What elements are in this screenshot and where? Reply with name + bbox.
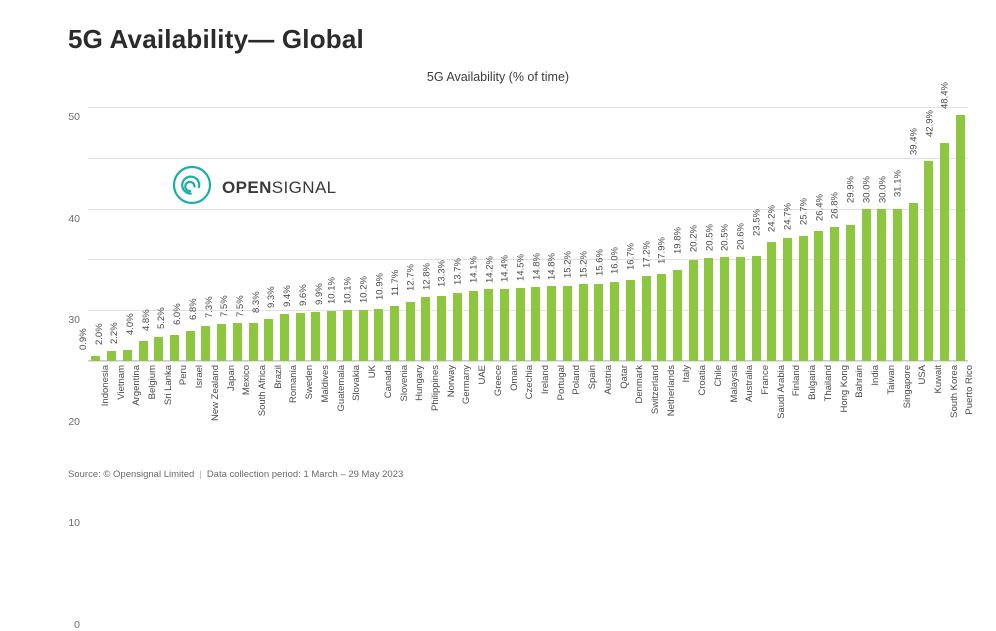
bar[interactable] [626,280,635,361]
bar-column[interactable] [814,97,843,361]
bar-value-label: 9.6% [298,284,310,307]
x-axis-tick-label: Oman [508,365,520,391]
x-axis-tick-label: Australia [744,365,756,402]
bar-value-label: 14.4% [499,254,511,282]
y-axis-tick-label: 50 [68,111,80,124]
x-axis-label-slot [937,365,960,475]
x-axis-tick-label: Belgium [147,365,159,400]
x-axis-tick-label: Hong Kong [838,365,850,413]
x-axis-tick-label: Maldives [319,365,331,403]
x-axis-tick-label: Singapore [901,365,913,409]
bar-value-label: 14.8% [531,252,543,280]
bar-column[interactable] [845,97,874,361]
bar[interactable] [484,289,493,361]
bar-column[interactable] [342,97,371,361]
x-axis-tick-label: UK [367,365,379,379]
bar[interactable] [704,258,713,361]
bar[interactable] [563,286,572,361]
x-axis-tick-label: Austria [602,365,614,395]
x-axis-tick-label: Canada [382,365,394,399]
x-axis-label-slot [670,365,693,475]
x-axis-tick-label: USA [917,365,929,385]
bar[interactable] [814,231,823,361]
bar-column[interactable] [374,97,403,361]
bar-value-label: 14.2% [484,255,496,283]
x-axis-label-slot [858,365,882,475]
bar[interactable] [862,209,871,361]
bar-column[interactable] [436,97,466,361]
bar[interactable] [249,323,258,361]
bar[interactable] [296,313,305,361]
x-axis-labels [88,365,976,475]
bar-series [78,82,968,361]
x-axis-label-slot [591,365,614,475]
x-axis-label-slot [88,365,111,475]
x-axis-label-slot [827,365,850,475]
bar-column[interactable] [829,97,859,361]
bar[interactable] [767,242,776,361]
bar[interactable] [547,286,556,361]
bar-value-label: 8.3% [250,291,262,313]
x-axis-tick-label: Philippines [429,365,441,411]
bar-column[interactable] [282,97,308,361]
x-axis-tick-label: Japan [225,365,237,391]
x-axis-label-slot [229,365,253,475]
x-axis-label-slot [198,365,221,475]
bar-column[interactable] [798,97,827,361]
x-axis-tick-label: Switzerland [650,365,662,415]
bar[interactable] [154,337,163,361]
bar[interactable] [406,302,415,361]
bar-value-label: 15.2% [578,250,590,278]
bar-value-label: 16.0% [609,246,621,274]
x-axis-tick-label: Peru [178,365,190,386]
x-axis-label-slot [402,365,426,475]
bar[interactable] [531,287,540,361]
bar-value-label: 9.9% [313,283,325,305]
bar-value-label: 29.9% [845,176,857,204]
x-axis-tick-label: Slovakia [351,365,363,401]
x-axis-tick-label: Ireland [539,365,551,395]
bar-column[interactable] [203,97,230,361]
y-axis-tick-label: 40 [68,212,80,225]
bar-value-label: 6.8% [188,298,200,321]
bar-column[interactable] [578,97,607,361]
bar-value-label: 10.1% [326,276,338,304]
footer-period: Data collection period: 1 March – 29 May 2023 [206,469,404,480]
bar[interactable] [139,341,148,361]
bar-value-label: 6.0% [172,302,184,325]
bar-value-label: 7.5% [219,295,231,317]
bar-value-label: 15.6% [594,248,606,276]
x-axis-label-slot [764,365,787,475]
bar-column[interactable] [250,97,277,361]
x-axis-label-slot [465,365,489,475]
x-axis-tick-label: UAE [477,365,489,385]
bar-column[interactable] [924,97,953,361]
bar[interactable] [437,296,446,361]
bar-value-label: 9.3% [266,286,278,308]
x-axis-label-slot [481,365,504,475]
bar-value-label: 13.7% [452,258,464,286]
bar[interactable] [107,351,116,361]
bar-value-label: 7.5% [235,295,247,317]
bar[interactable] [359,310,368,361]
x-axis-tick-label: Denmark [634,365,646,404]
bar-column[interactable] [562,97,591,361]
x-axis-tick-label: Czechia [524,365,536,400]
x-axis-tick-label: Bulgaria [807,365,819,400]
x-axis-tick-label: Mexico [241,365,253,396]
x-axis-label-slot [575,365,599,475]
footer [68,469,403,480]
x-axis-tick-label: Spain [587,365,599,390]
bar-column[interactable] [877,97,906,361]
x-axis-tick-label: Slovenia [398,365,410,402]
x-axis-label-slot [638,365,662,475]
bar[interactable] [924,161,933,361]
x-axis-tick-label: Germany [461,365,473,405]
bar-column[interactable] [172,97,198,361]
x-axis-tick-label: Saudi Arabia [775,365,787,419]
bar-value-label: 2.2% [109,322,121,344]
bar-value-label: 31.1% [892,170,904,198]
bar[interactable] [799,236,808,361]
x-axis-label-slot [355,365,379,475]
bar[interactable] [469,291,478,361]
x-axis-label-slot [811,365,834,475]
bar-value-label: 4.0% [125,313,137,335]
bar-value-label: 20.2% [688,225,700,253]
bar-column[interactable] [326,97,356,361]
x-axis-tick-label: Poland [571,365,583,395]
bar-value-label: 30.0% [861,175,873,203]
bar-value-label: 11.7% [390,269,402,296]
x-axis-tick-label: Netherlands [665,365,677,417]
bar[interactable] [217,324,226,361]
x-axis-label-slot [953,365,976,475]
opensignal-wordmark [222,178,337,198]
x-axis-tick-label: New Zealand [209,365,221,421]
bar-column[interactable] [609,97,638,361]
bar-column[interactable] [452,97,481,361]
x-axis-tick-label: Italy [681,365,693,383]
bar-value-label: 26.4% [814,194,826,221]
bar-column[interactable] [421,97,450,361]
x-axis-tick-label: Sweden [304,365,316,400]
bar-column[interactable] [313,97,340,361]
bar-column[interactable] [861,97,890,361]
x-axis-label-slot [905,365,929,475]
x-axis-label-slot [214,365,237,475]
bar[interactable] [201,326,210,361]
bar-column[interactable] [499,97,528,361]
x-axis-label-slot [167,365,190,475]
footer-separator: | [199,469,202,480]
x-axis-tick-label: Qatar [618,365,630,389]
bar-value-label: 24.2% [767,205,779,233]
bar[interactable] [610,282,619,361]
bar[interactable] [657,274,666,361]
bar-value-label: 10.2% [358,276,370,304]
bar-value-label: 16.7% [625,243,637,271]
chart-subtitle: 5G Availability (% of time) [426,70,570,84]
x-axis-label-slot [843,365,866,475]
bar-column[interactable] [219,97,245,361]
bar-column[interactable] [515,97,544,361]
x-axis-tick-label: Romania [288,365,300,404]
x-axis-tick-label: Puerto Rico [964,365,976,415]
x-axis-label-slot [874,365,897,475]
bar[interactable] [170,335,179,361]
x-axis-tick-label: Indonesia [99,365,111,407]
y-axis-tick-label: 0 [74,619,80,631]
x-axis-tick-label: South Africa [257,365,269,417]
bar[interactable] [877,209,886,361]
x-axis-label-slot [921,365,944,475]
bar-column[interactable] [546,97,576,361]
x-axis-tick-label: Hungary [414,365,426,401]
x-axis-tick-label: Finland [791,365,803,397]
bar[interactable] [123,350,132,361]
x-axis-label-slot [418,365,441,475]
opensignal-spiral-icon [172,165,212,210]
x-axis-label-slot [780,365,803,475]
footer-source: Source: © Opensignal Limited [68,469,195,480]
x-axis-label-slot [654,365,677,475]
bar[interactable] [783,238,792,361]
x-axis-label-slot [701,365,724,475]
x-axis-label-slot [151,365,174,475]
bar-value-label: 30.0% [877,175,889,203]
x-axis-label-slot [748,365,772,475]
bar-value-label: 20.6% [735,223,747,251]
bar[interactable] [186,331,195,361]
x-axis-tick-label: Taiwan [885,365,897,395]
x-axis-label-slot [434,365,457,475]
x-axis-tick-label: Croatia [697,365,709,396]
bar[interactable] [893,209,902,361]
x-axis-label-slot [528,365,551,475]
x-axis-tick-label: France [760,365,772,395]
x-axis-tick-label: Greece [492,365,504,397]
x-axis-tick-label: Malaysia [728,365,740,403]
bar[interactable] [673,270,682,361]
bar[interactable] [453,293,462,361]
bar-column[interactable] [298,97,324,361]
x-axis-tick-label: Guatemala [335,365,347,412]
x-axis-label-slot [371,365,394,475]
x-axis-label-slot [387,365,410,475]
bar-value-label: 12.8% [421,263,433,291]
x-axis-tick-label: South Korea [948,365,960,418]
bar[interactable] [909,203,918,361]
x-axis-label-slot [560,365,583,475]
bar-value-label: 7.3% [203,296,215,318]
x-axis-label-slot [685,365,709,475]
x-axis-label-slot [450,365,473,475]
x-axis-label-slot [890,365,913,475]
bar[interactable] [91,356,100,361]
bar[interactable] [956,115,965,361]
bar-value-label: 39.4% [908,128,920,155]
x-axis-label-slot [277,365,300,475]
x-axis-label-slot [340,365,363,475]
bar-value-label: 25.7% [798,197,810,225]
bar-column[interactable] [390,97,418,361]
x-axis-label-slot [795,365,819,475]
bar[interactable] [752,256,761,361]
x-axis-tick-label: Sri Lanka [162,365,174,406]
bar[interactable] [579,284,588,361]
x-axis-tick-label: Argentina [131,365,143,406]
x-axis-tick-label: Bahrain [854,365,866,398]
x-axis-tick-label: Thailand [822,365,834,402]
bar[interactable] [233,323,242,361]
bar[interactable] [642,276,651,361]
bar-column[interactable] [266,97,293,361]
bar-column[interactable] [188,97,214,361]
bar-value-label: 10.1% [342,276,354,304]
bar-column[interactable] [782,97,811,361]
x-axis-label-slot [245,365,269,475]
x-axis-tick-label: Israel [194,365,206,389]
bar-value-label: 15.2% [562,250,574,278]
bar[interactable] [343,310,352,361]
x-axis-label-slot [119,365,143,475]
x-axis-label-slot [292,365,316,475]
x-axis-label-slot [308,365,331,475]
bar[interactable] [264,319,273,361]
x-axis-tick-label: Brazil [272,365,284,389]
bar[interactable] [594,284,603,361]
x-axis-label-slot [182,365,206,475]
x-axis-label-slot [732,365,756,475]
bar[interactable] [940,143,949,361]
page-title: 5G Availability— Global [68,24,364,54]
bar-value-label: 24.7% [782,202,794,230]
x-axis-label-slot [512,365,536,475]
bar-column[interactable] [594,97,623,361]
bar-value-label: 14.5% [515,254,527,282]
opensignal-logo [172,165,337,210]
x-axis-tick-label: Portugal [555,365,567,401]
x-axis-label-slot [324,365,347,475]
bar[interactable] [516,288,525,361]
bar[interactable] [500,289,509,361]
x-axis-tick-label: Vietnam [115,365,127,400]
y-axis-tick-label: 20 [68,415,80,428]
bar[interactable] [720,257,729,361]
x-axis-tick-label: Norway [445,365,457,398]
x-axis-tick-label: Kuwait [932,365,944,394]
bar[interactable] [421,297,430,361]
bar-column[interactable] [484,97,513,361]
x-axis-label-slot [717,365,740,475]
bar[interactable] [390,306,399,361]
bar-value-label: 10.9% [374,272,386,300]
bar-value-label: 20.5% [704,224,716,251]
x-axis-tick-label: Chile [712,365,724,387]
x-axis-label-slot [497,365,520,475]
x-axis-label-slot [607,365,630,475]
x-axis-label-slot [622,365,646,475]
y-axis-tick-label: 10 [68,517,80,530]
x-axis-tick-label: India [870,365,882,386]
bar-value-label: 2.0% [93,323,105,345]
bar-value-label: 12.7% [405,263,417,291]
x-axis-label-slot [104,365,127,475]
bar-column[interactable] [78,97,104,361]
bar-value-label: 17.2% [641,240,653,268]
bar[interactable] [846,225,855,361]
bar-value-label: 0.9% [78,328,90,351]
bar-value-label: 9.4% [282,285,294,308]
bar-column[interactable] [405,97,434,361]
bar-value-label: 19.8% [672,227,684,255]
bar-value-label: 20.5% [719,224,731,251]
bar-column[interactable] [531,97,560,361]
bar-value-label: 14.1% [468,256,480,284]
bar-value-label: 4.8% [140,308,152,331]
bar[interactable] [689,260,698,361]
y-axis-tick-label: 30 [68,314,80,327]
x-axis-label-slot [544,365,567,475]
bar-column[interactable] [468,97,497,361]
bar-value-label: 5.2% [156,306,168,329]
bar[interactable] [327,311,336,361]
bar-column[interactable] [939,82,969,361]
bar-value-label: 17.9% [656,237,668,265]
bar-value-label: 23.5% [751,208,763,236]
bar-value-label: 14.8% [546,252,558,280]
bar-value-label: 42.9% [924,110,936,138]
logo-word-open: OPEN [222,177,272,197]
x-axis-label-slot [135,365,159,475]
bar-value-label: 13.3% [436,260,448,288]
bar-value-label: 26.8% [829,192,841,219]
bar-value-label: 48.4% [939,82,951,110]
bar[interactable] [374,309,383,361]
x-axis-label-slot [261,365,284,475]
logo-word-signal: SIGNAL [271,177,337,197]
bar[interactable] [830,227,839,361]
bar-column[interactable] [358,97,387,361]
bar[interactable] [311,312,320,361]
bar[interactable] [280,314,289,361]
bar-column[interactable] [625,97,654,361]
bar[interactable] [736,257,745,361]
bar-column[interactable] [641,97,670,361]
